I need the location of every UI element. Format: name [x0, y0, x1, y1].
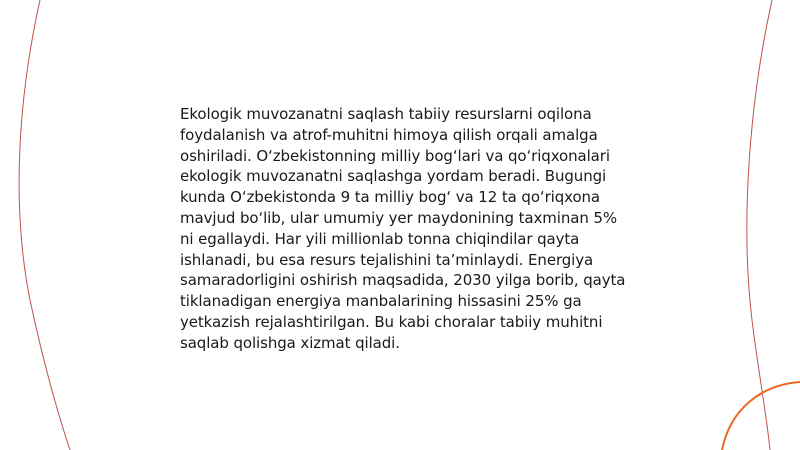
orange-corner-arc: [722, 382, 800, 450]
right-arc: [747, 0, 772, 450]
body-paragraph: Ekologik muvozanatni saqlash tabiiy resurslarni oqilona foydalanish va atrof-muhitni himoya qilish orqali amalga oshiriladi. O‘zbekistonning milliy bog‘lari va qo‘riqxonalari ekologik muvozanatni saqlashga yordam beradi. Bugungi kunda O‘zbekistonda 9 ta milliy bog‘ va 12 ta qo‘riqxona mavjud bo‘lib, ular umumiy yer maydonining taxminan 5% ni egallaydi. Har yili millionlab tonna chiqindilar qayta ishlanadi, bu esa resurs tejalishini ta’minlaydi. Energiya samaradorligini oshirish maqsadida, 2030 yilga borib, qayta tiklanadigan energiya manbalarining hissasini 25% ga yetkazish rejalashtirilgan. Bu kabi choralar tabiiy muhitni saqlab qolishga xizmat qiladi.: [180, 105, 626, 352]
left-arc: [19, 0, 70, 450]
